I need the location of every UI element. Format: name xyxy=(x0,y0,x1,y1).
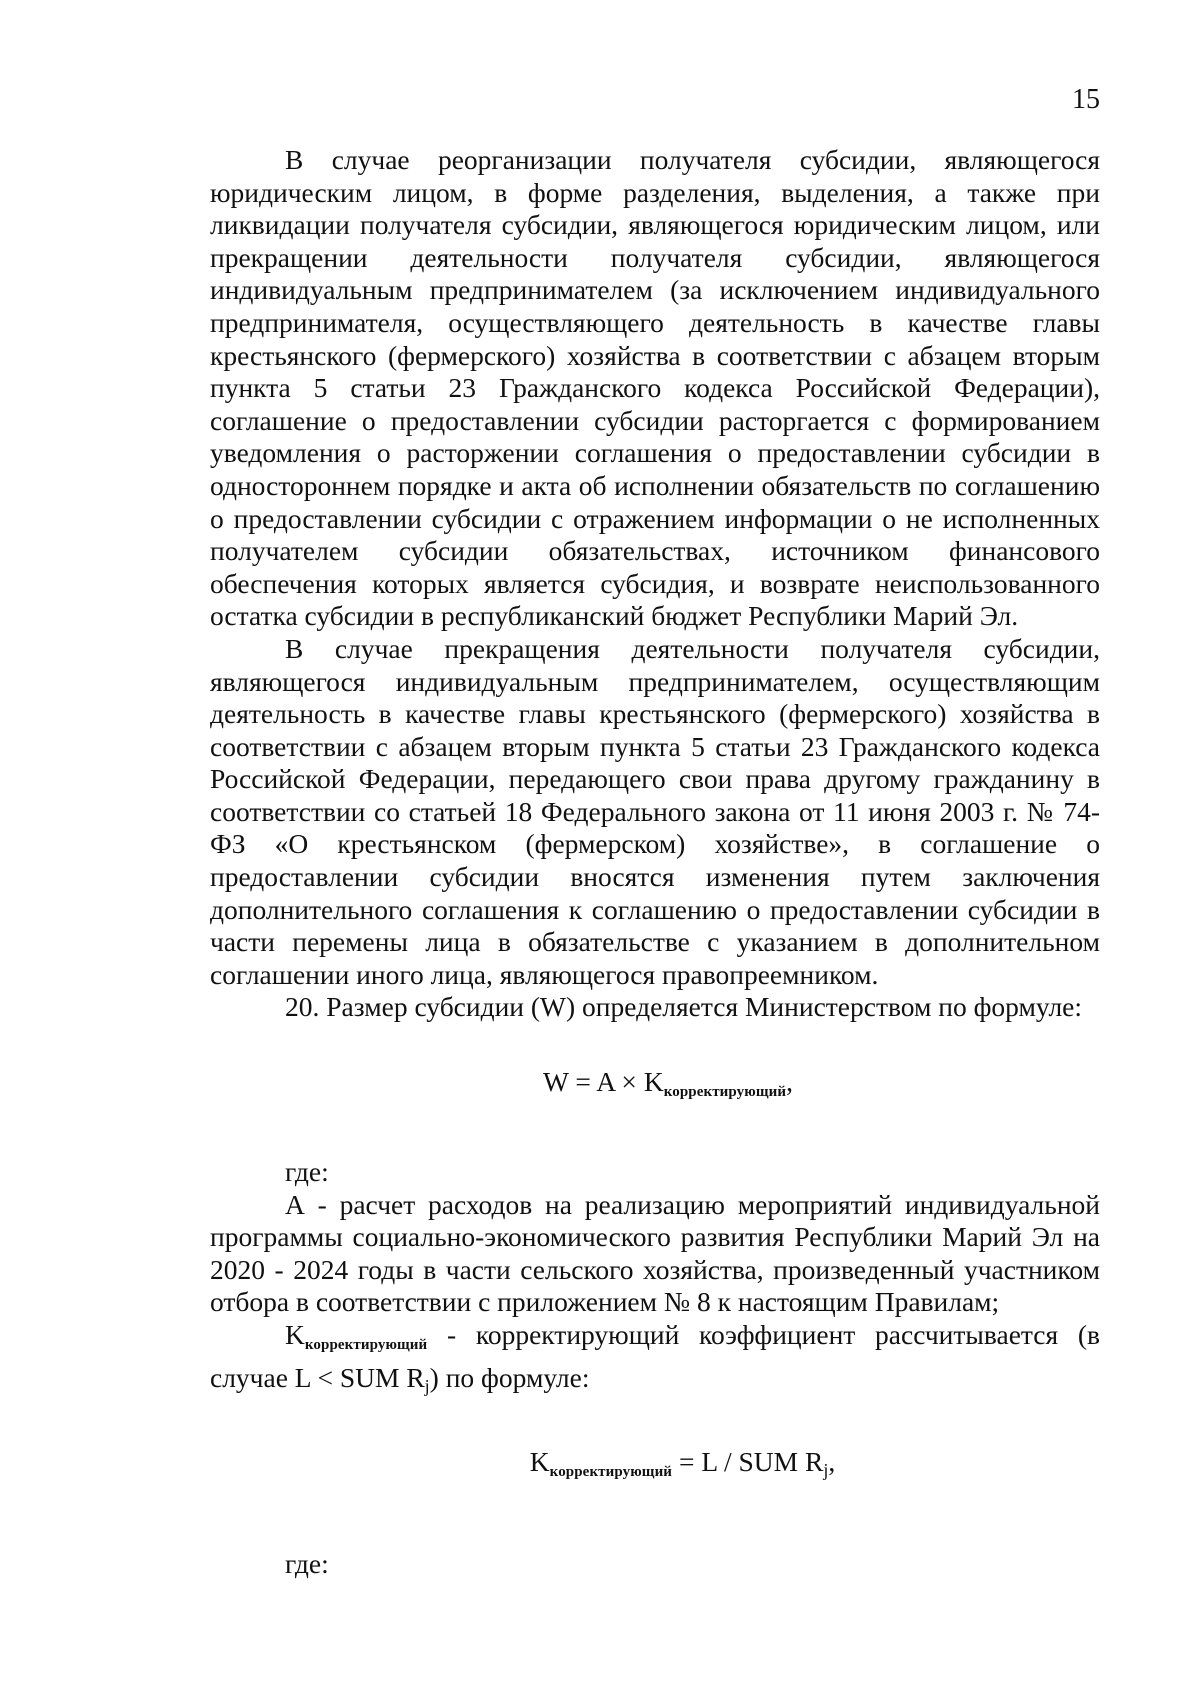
formula-subsidy-trail: , xyxy=(786,1066,793,1098)
formula-k-subscript: корректирующий xyxy=(549,1464,673,1481)
definition-k-sub-j: j xyxy=(424,1375,430,1396)
formula-subsidy xyxy=(236,1066,1100,1108)
paragraph-farm-termination: В случае прекращения деятельности получателя субсидии, являющегося индивидуальным предпринимателем, осуществляющим деятельность в качестве главы крестьянского (фермерского) хозяйства в соответствии с абзацем вторым пункта 5 статьи 23 Гражданского кодекса Российской Федерации, передающего свои права другому гражданину в соответствии со статьей 18 Федерального закона от 11 июня 2003 г. № 74-ФЗ «О крестьянском (фермерском) хозяйстве», в соглашение о предоставлении субсидии вносятся изменения путем заключения дополнительного соглашения к соглашению о предоставлении субсидии в части перемены лица в обязательстве с указанием в дополнительном соглашении иного лица, являющегося правопреемником. xyxy=(210,632,1100,990)
definition-a: А - расчет расходов на реализацию мероприятий индивидуальной программы социально-экономического развития Республики Марий Эл на 2020 - 2024 годы в части сельского хозяйства, произведенный участником отбора в соответствии с приложением № 8 к настоящим Правилам; xyxy=(210,1188,1100,1318)
definition-k-symbol: K xyxy=(285,1319,305,1350)
formula-k-sub-j: j xyxy=(823,1460,829,1481)
definition-k-text-after: ) по формуле: xyxy=(429,1361,590,1393)
where-label-1: где: xyxy=(285,1156,329,1188)
paragraph-reorganization: В случае реорганизации получателя субсидии, являющегося юридическим лицом, в форме разделения, выделения, а также при ликвидации получателя субсидии, являющегося юридическим лицом, или прекращении деятельности получателя субсидии, являющегося индивидуальным предпринимателем (за исключением индивидуального предпринимателя, осуществляющего деятельность в качестве главы крестьянского (фермерского) хозяйства в соответствии с абзацем вторым пункта 5 статьи 23 Гражданского кодекса Российской Федерации), соглашение о предоставлении субсидии расторгается с формированием уведомления о расторжении соглашения о предоставлении субсидии в одностороннем порядке и акта об исполнении обязательств по соглашению о предоставлении субсидии с отражением информации о не исполненных получателем субсидии обязательствах, источником финансового обеспечения которых является субсидия, и возврате неиспользованного остатка субсидии в республиканский бюджет Республики Марий Эл. xyxy=(210,144,1100,632)
formula-k-main: = L / SUM R xyxy=(672,1446,824,1478)
document-body xyxy=(210,144,1100,1581)
formula-k-trail: , xyxy=(828,1446,836,1478)
definition-k-text-before: - корректирующий коэффициент рассчитывается (в случае L < SUM R xyxy=(210,1319,1100,1393)
formula-subsidy-main: W = A × K xyxy=(543,1066,664,1098)
paragraph-20-subsidy-amount: 20. Размер субсидии (W) определяется Министерством по формуле: xyxy=(285,991,1083,1023)
definition-k-subscript: корректирующий xyxy=(304,1337,428,1353)
where-label-2: где: xyxy=(285,1548,329,1580)
formula-subsidy-subscript: корректирующий xyxy=(663,1084,787,1101)
page-number: 15 xyxy=(1072,84,1100,115)
formula-k-symbol: K xyxy=(529,1446,550,1478)
definition-k-corrective xyxy=(210,1319,1100,1402)
formula-corrective-coefficient xyxy=(265,1446,1100,1488)
